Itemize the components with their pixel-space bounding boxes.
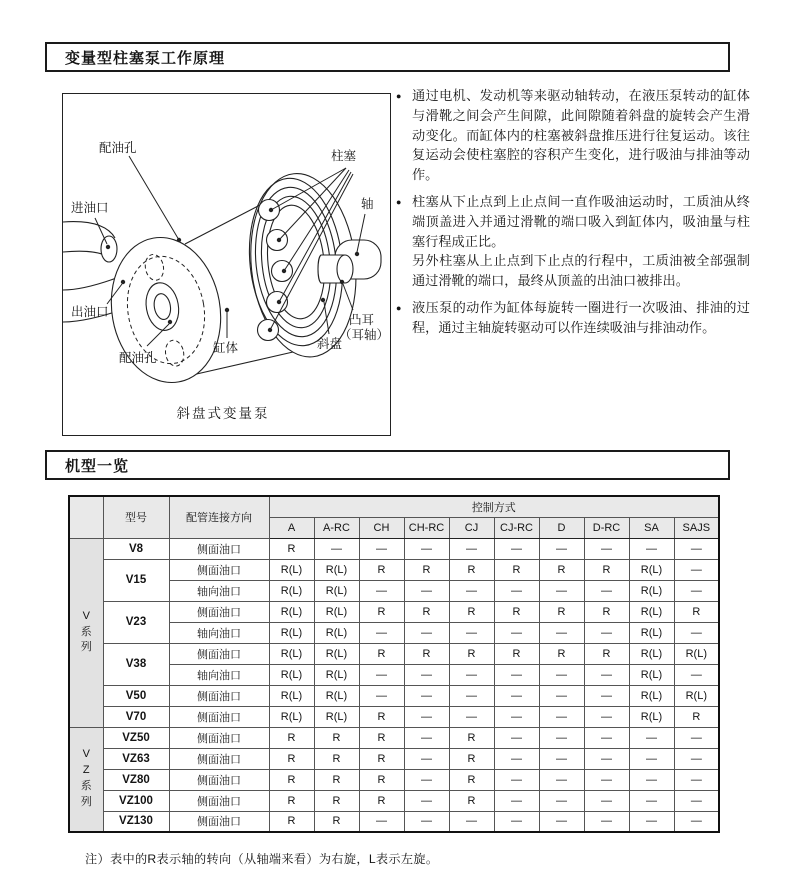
series-char: 列	[80, 796, 92, 809]
value-cell: —	[629, 538, 674, 559]
value-cell: —	[584, 706, 629, 727]
value-cell: —	[584, 580, 629, 601]
value-cell: —	[674, 538, 719, 559]
port-cell: 侧面油口	[169, 769, 269, 790]
value-cell: —	[539, 622, 584, 643]
label-inlet: 进油口	[71, 201, 109, 215]
value-cell: R(L)	[314, 622, 359, 643]
table-row	[69, 685, 719, 706]
value-cell: R	[539, 643, 584, 664]
port-cell: 轴向油口	[169, 622, 269, 643]
value-cell: —	[404, 685, 449, 706]
model-cell: VZ63	[103, 748, 169, 769]
pump-diagram-drawing	[63, 94, 389, 434]
value-cell: R	[314, 811, 359, 832]
value-cell: —	[674, 664, 719, 685]
value-cell: —	[404, 748, 449, 769]
table-footnote: 注）表中的R表示轴的转向（从轴端来看）为右旋，L表示左旋。	[85, 852, 439, 866]
model-cell: VZ130	[103, 811, 169, 832]
value-cell: R	[404, 559, 449, 580]
models-table	[68, 495, 720, 833]
value-cell: —	[674, 559, 719, 580]
value-cell: —	[494, 622, 539, 643]
value-cell: —	[404, 727, 449, 748]
series-char: V	[82, 748, 90, 761]
value-cell: —	[494, 790, 539, 811]
value-cell: —	[674, 769, 719, 790]
value-cell: —	[404, 664, 449, 685]
value-cell: R(L)	[629, 664, 674, 685]
value-cell: —	[539, 811, 584, 832]
table-row	[69, 538, 719, 559]
value-cell: —	[494, 769, 539, 790]
value-cell: R(L)	[629, 706, 674, 727]
port-cell: 侧面油口	[169, 727, 269, 748]
header-control-a: A	[269, 517, 314, 538]
value-cell: —	[584, 538, 629, 559]
bullet-text	[412, 86, 750, 185]
value-cell: —	[584, 622, 629, 643]
value-cell: —	[449, 580, 494, 601]
value-cell: R(L)	[269, 685, 314, 706]
value-cell: R	[404, 643, 449, 664]
label-swash-plate: 斜盘	[317, 337, 343, 351]
value-cell: —	[629, 769, 674, 790]
leader-dot	[321, 298, 325, 302]
leader-dot	[177, 238, 181, 242]
value-cell: R	[449, 790, 494, 811]
value-cell: —	[404, 769, 449, 790]
series-char: 列	[80, 641, 92, 654]
header-control-a-rc: A-RC	[314, 517, 359, 538]
label-outlet: 出油口	[71, 305, 109, 319]
model-cell: VZ50	[103, 727, 169, 748]
model-cell: V23	[103, 601, 169, 643]
value-cell: R(L)	[314, 685, 359, 706]
value-cell: —	[449, 811, 494, 832]
value-cell: —	[584, 664, 629, 685]
value-cell: R	[584, 559, 629, 580]
value-cell: —	[359, 580, 404, 601]
table-row	[69, 790, 719, 811]
value-cell: R(L)	[269, 664, 314, 685]
value-cell: R(L)	[629, 580, 674, 601]
value-cell: —	[539, 685, 584, 706]
leader-dot	[225, 308, 229, 312]
value-cell: R	[494, 559, 539, 580]
header-control-ch-rc: CH-RC	[404, 517, 449, 538]
leader-dot	[106, 245, 110, 249]
value-cell: —	[404, 622, 449, 643]
value-cell: R(L)	[674, 685, 719, 706]
header-control-ch: CH	[359, 517, 404, 538]
value-cell: R	[269, 538, 314, 559]
value-cell: R	[449, 769, 494, 790]
value-cell: R(L)	[269, 643, 314, 664]
table-row	[69, 559, 719, 580]
value-cell: —	[539, 538, 584, 559]
label-port-hole-bottom: 配油孔	[119, 351, 157, 365]
port-cell: 侧面油口	[169, 538, 269, 559]
series-cell	[69, 538, 103, 727]
value-cell: R	[359, 769, 404, 790]
value-cell: R(L)	[314, 664, 359, 685]
value-cell: —	[539, 727, 584, 748]
value-cell: —	[494, 685, 539, 706]
value-cell: —	[629, 811, 674, 832]
value-cell: —	[449, 538, 494, 559]
value-cell: R(L)	[674, 643, 719, 664]
value-cell: —	[494, 748, 539, 769]
value-cell: R	[314, 727, 359, 748]
leader-dot	[168, 320, 172, 324]
value-cell: R	[314, 748, 359, 769]
port-cell: 轴向油口	[169, 664, 269, 685]
value-cell: —	[404, 580, 449, 601]
value-cell: —	[449, 685, 494, 706]
value-cell: —	[674, 790, 719, 811]
bullet-line: 柱塞从下止点到上止点间一直作吸油运动时，工质油从终端顶盖进入并通过滑靴的端口吸入到缸体内，吸油量与柱塞行程成正比。	[412, 193, 750, 249]
value-cell: R(L)	[314, 706, 359, 727]
value-cell: —	[674, 811, 719, 832]
table-row	[69, 601, 719, 622]
principle-bullet-3	[396, 298, 750, 338]
value-cell: —	[584, 748, 629, 769]
value-cell: —	[494, 664, 539, 685]
table-row	[69, 769, 719, 790]
bullet-marker: ●	[396, 196, 402, 207]
value-cell: R	[674, 706, 719, 727]
model-cell: V50	[103, 685, 169, 706]
port-cell: 侧面油口	[169, 601, 269, 622]
port-cell: 侧面油口	[169, 706, 269, 727]
table-header-row-1	[69, 496, 719, 517]
leader-dot	[121, 280, 125, 284]
section-title-models	[45, 450, 730, 480]
value-cell: —	[359, 622, 404, 643]
value-cell: R	[449, 601, 494, 622]
value-cell: —	[539, 664, 584, 685]
value-cell: R	[359, 790, 404, 811]
value-cell: —	[539, 790, 584, 811]
value-cell: —	[584, 811, 629, 832]
value-cell: R(L)	[269, 622, 314, 643]
label-shaft: 轴	[361, 197, 374, 211]
series-char: 系	[80, 625, 92, 638]
model-cell: V8	[103, 538, 169, 559]
value-cell: —	[674, 622, 719, 643]
header-control-d-rc: D-RC	[584, 517, 629, 538]
section-title-models-text: 机型一览	[65, 457, 130, 475]
label-lug-2: （耳轴）	[339, 328, 389, 342]
valve-plate-face	[100, 229, 232, 392]
table-row	[69, 748, 719, 769]
value-cell: R	[449, 643, 494, 664]
lug-face	[337, 255, 353, 283]
value-cell: R(L)	[269, 601, 314, 622]
bullet-line: 另外柱塞从上止点到下止点的行程中，工质油被全部强制通过滑靴的端口，最终从顶盖的出油口被排出。	[412, 253, 750, 289]
value-cell: R	[539, 601, 584, 622]
label-cylinder: 缸体	[213, 341, 239, 355]
value-cell: R	[359, 559, 404, 580]
value-cell: —	[674, 748, 719, 769]
value-cell: R	[314, 769, 359, 790]
header-model: 型号	[103, 496, 169, 538]
value-cell: —	[494, 727, 539, 748]
value-cell: —	[584, 727, 629, 748]
value-cell: R	[404, 601, 449, 622]
value-cell: —	[449, 706, 494, 727]
leader-inlet	[95, 218, 107, 244]
value-cell: —	[539, 706, 584, 727]
section-title-principle-text: 变量型柱塞泵工作原理	[65, 49, 226, 67]
leader-dot	[355, 252, 359, 256]
label-lug-1: 凸耳	[349, 313, 375, 327]
label-port-hole-top: 配油孔	[99, 141, 137, 155]
header-control-sajs: SAJS	[674, 517, 719, 538]
model-cell: V38	[103, 643, 169, 685]
value-cell: R	[449, 727, 494, 748]
value-cell: —	[674, 727, 719, 748]
value-cell: —	[494, 538, 539, 559]
value-cell: R	[269, 727, 314, 748]
value-cell: R	[584, 601, 629, 622]
value-cell: R	[359, 727, 404, 748]
port-cell: 轴向油口	[169, 580, 269, 601]
header-series	[69, 496, 103, 538]
value-cell: R(L)	[269, 559, 314, 580]
value-cell: R(L)	[629, 622, 674, 643]
principle-bullet-2	[396, 192, 750, 291]
value-cell: R	[539, 559, 584, 580]
value-cell: —	[539, 769, 584, 790]
table-row	[69, 811, 719, 832]
header-piping: 配管连接方向	[169, 496, 269, 538]
bullet-line: 通过电机、发动机等来驱动轴转动，在液压泵转动的缸体与滑靴之间会产生间隙，此间隙随着斜盘的旋转会产生滑动变化。而缸体内的柱塞被斜盘推压进行往复运动。该往复运动会使柱塞腔的容积产生变化，进行吸油与排油等动作。	[412, 88, 750, 183]
header-control-sa: SA	[629, 517, 674, 538]
value-cell: R	[269, 769, 314, 790]
port-cell: 侧面油口	[169, 643, 269, 664]
value-cell: R(L)	[314, 559, 359, 580]
bullet-marker: ●	[396, 302, 402, 313]
leader-dot	[340, 280, 344, 284]
value-cell: R(L)	[314, 601, 359, 622]
value-cell: —	[404, 538, 449, 559]
value-cell: —	[359, 664, 404, 685]
header-control-d: D	[539, 517, 584, 538]
header-control-cj: CJ	[449, 517, 494, 538]
series-cell	[69, 727, 103, 832]
value-cell: —	[539, 748, 584, 769]
diagram-caption: 斜盘式变量泵	[176, 406, 270, 421]
inlet-port-hole	[101, 236, 117, 262]
value-cell: R	[494, 601, 539, 622]
bullet-line: 液压泵的动作为缸体每旋转一圈进行一次吸油、排油的过程，通过主轴旋转驱动可以作连续吸油与排油动作。	[412, 299, 750, 335]
value-cell: R	[674, 601, 719, 622]
value-cell: —	[539, 580, 584, 601]
value-cell: R	[584, 643, 629, 664]
models-table-container	[68, 495, 720, 833]
value-cell: R	[359, 601, 404, 622]
value-cell: —	[359, 811, 404, 832]
value-cell: R(L)	[269, 580, 314, 601]
bullet-text	[412, 298, 750, 338]
principle-bullet-1	[396, 86, 750, 185]
value-cell: R(L)	[629, 643, 674, 664]
value-cell: —	[494, 580, 539, 601]
value-cell: R(L)	[314, 580, 359, 601]
value-cell: —	[584, 790, 629, 811]
value-cell: —	[674, 580, 719, 601]
series-char: V	[82, 609, 90, 622]
port-cell: 侧面油口	[169, 559, 269, 580]
value-cell: R	[449, 748, 494, 769]
value-cell: R(L)	[269, 706, 314, 727]
value-cell: R	[359, 643, 404, 664]
face-outer	[100, 229, 232, 392]
value-cell: R	[449, 559, 494, 580]
value-cell: —	[404, 811, 449, 832]
value-cell: R	[359, 706, 404, 727]
model-cell: VZ80	[103, 769, 169, 790]
value-cell: —	[404, 706, 449, 727]
leader-port-hole-top	[129, 156, 179, 240]
bullet-marker: ●	[396, 91, 402, 101]
bullet-text	[412, 192, 750, 291]
value-cell: R(L)	[629, 685, 674, 706]
value-cell: R	[269, 811, 314, 832]
model-cell: V70	[103, 706, 169, 727]
pipe-line	[63, 251, 107, 256]
value-cell: —	[359, 538, 404, 559]
label-piston: 柱塞	[331, 149, 357, 163]
value-cell: R	[269, 748, 314, 769]
value-cell: R	[314, 790, 359, 811]
series-char: 系	[80, 780, 92, 793]
model-cell: V15	[103, 559, 169, 601]
value-cell: —	[629, 790, 674, 811]
value-cell: R(L)	[629, 559, 674, 580]
header-control-group: 控制方式	[269, 496, 719, 517]
port-cell: 侧面油口	[169, 790, 269, 811]
value-cell: —	[584, 685, 629, 706]
value-cell: —	[494, 706, 539, 727]
value-cell: —	[359, 685, 404, 706]
value-cell: R	[269, 790, 314, 811]
port-cell: 侧面油口	[169, 811, 269, 832]
value-cell: R	[494, 643, 539, 664]
value-cell: —	[629, 727, 674, 748]
value-cell: R(L)	[314, 643, 359, 664]
model-cell: VZ100	[103, 790, 169, 811]
pipe-line	[63, 222, 115, 238]
series-char: Z	[82, 764, 90, 777]
value-cell: —	[404, 790, 449, 811]
header-control-cj-rc: CJ-RC	[494, 517, 539, 538]
value-cell: —	[314, 538, 359, 559]
value-cell: R(L)	[629, 601, 674, 622]
value-cell: —	[449, 622, 494, 643]
value-cell: —	[449, 664, 494, 685]
value-cell: —	[494, 811, 539, 832]
value-cell: —	[584, 769, 629, 790]
principle-text-column	[396, 86, 750, 345]
pump-diagram	[62, 93, 391, 436]
section-title-principle	[45, 42, 730, 72]
value-cell: R	[359, 748, 404, 769]
value-cell: —	[629, 748, 674, 769]
table-row	[69, 727, 719, 748]
table-row	[69, 706, 719, 727]
table-row	[69, 643, 719, 664]
port-cell: 侧面油口	[169, 748, 269, 769]
port-cell: 侧面油口	[169, 685, 269, 706]
